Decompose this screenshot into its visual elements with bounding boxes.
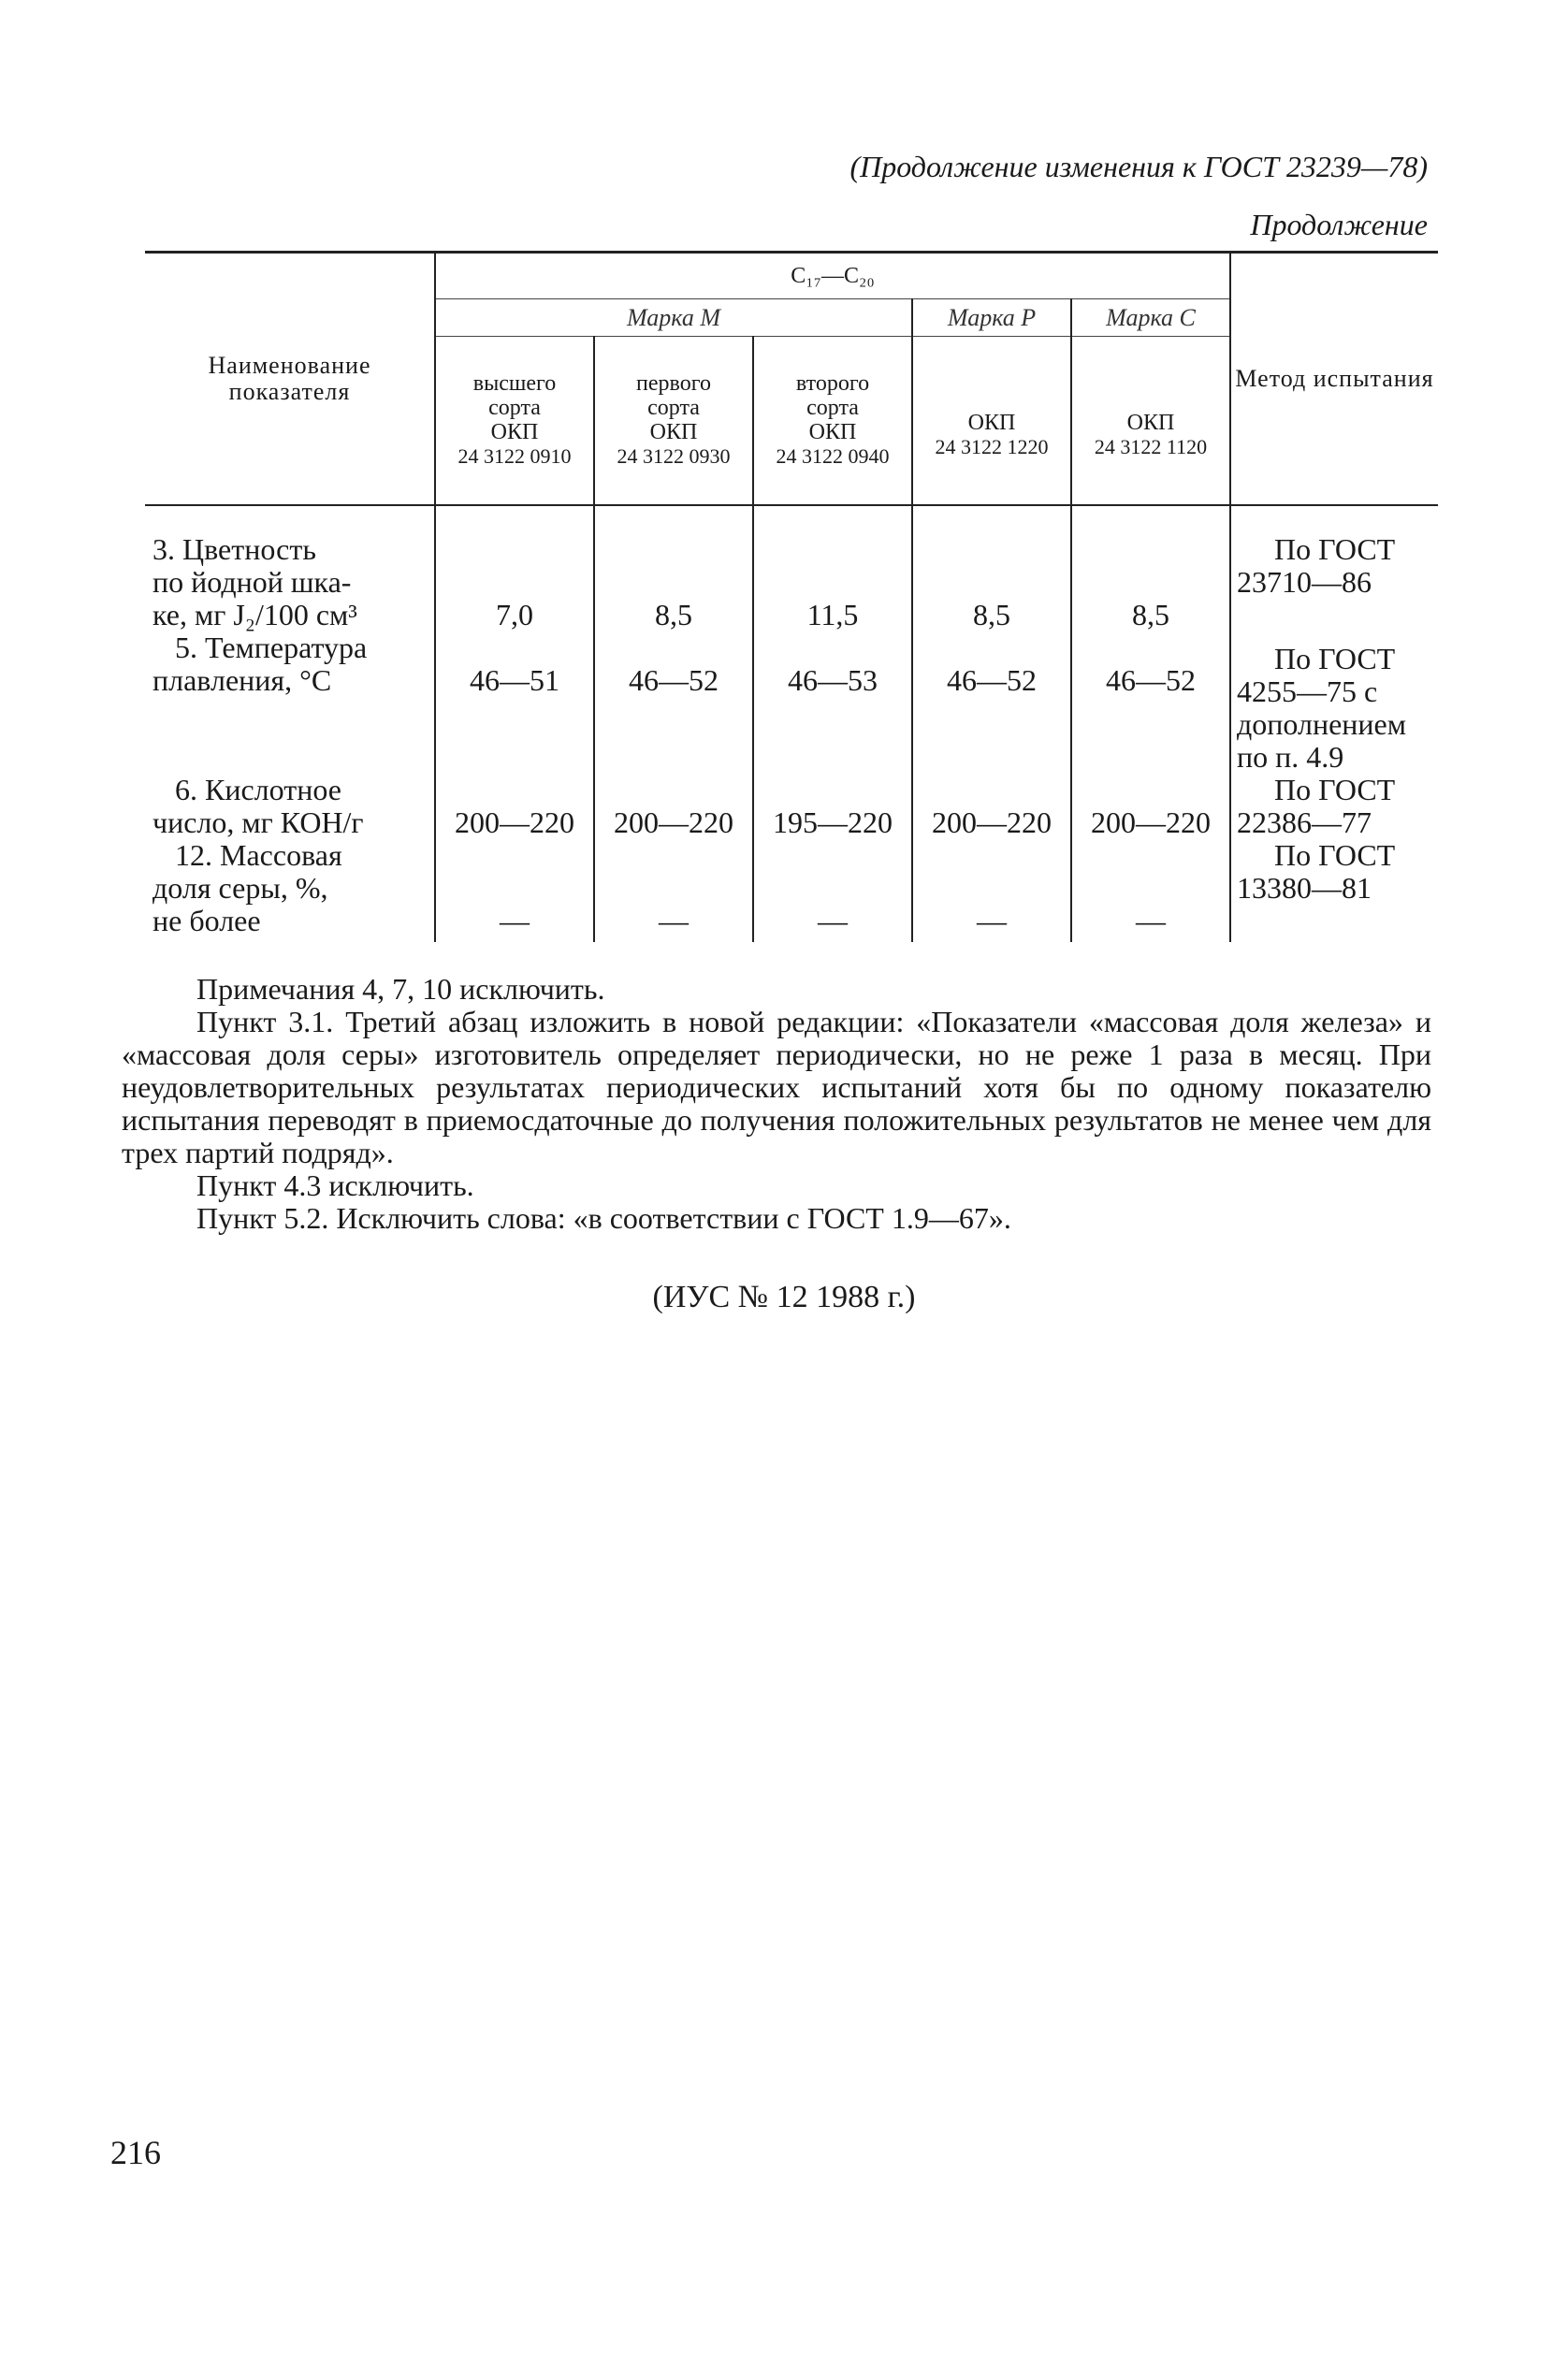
subcol-5 xyxy=(1071,337,1230,505)
subcol-okp: ОКП xyxy=(490,420,539,445)
table-cell: — xyxy=(435,839,594,942)
table-cell: 46—52 xyxy=(1071,631,1230,774)
ius-reference: (ИУС № 12 1988 г.) xyxy=(652,1280,916,1314)
method-text: 13380—81 xyxy=(1237,870,1372,905)
row-name: по йодной шка- xyxy=(152,564,352,599)
method-text: По ГОСТ xyxy=(1274,641,1396,675)
row-name: 5. Температура xyxy=(175,630,368,664)
notes-item: Пункт 5.2. Исключить слова: «в соответствии с ГОСТ 1.9—67». xyxy=(196,1201,1011,1235)
table-cell: — xyxy=(1071,839,1230,942)
method-text: дополнением xyxy=(1237,706,1406,741)
row-name: 3. Цветность xyxy=(152,531,316,566)
table-cell: 8,5 xyxy=(1071,522,1230,631)
subcol-okp: ОКП xyxy=(1126,410,1175,435)
subcol-code: 24 3122 0930 xyxy=(617,444,731,469)
param-header-cell xyxy=(145,253,435,505)
notes-section xyxy=(122,973,1431,1235)
subcol-3 xyxy=(753,337,912,505)
method-text: по п. 4.9 xyxy=(1237,739,1344,774)
subcol-sort: сорта xyxy=(647,396,700,421)
method-text: 22386—77 xyxy=(1237,805,1372,839)
subcol-code: 24 3122 1120 xyxy=(1094,434,1208,458)
table-cell: 200—220 xyxy=(912,774,1071,839)
table-cell: 200—220 xyxy=(435,774,594,839)
table-cell: 8,5 xyxy=(912,522,1071,631)
table-cell: 46—52 xyxy=(594,631,753,774)
table-cell: 8,5 xyxy=(594,522,753,631)
table-cell: — xyxy=(912,839,1071,942)
subcol-4 xyxy=(912,337,1071,505)
subcol-okp: ОКП xyxy=(808,420,857,445)
method-text: По ГОСТ xyxy=(1274,837,1396,872)
row-name: число, мг КОН/г xyxy=(152,805,364,839)
param-header: Наименование показателя xyxy=(208,351,371,405)
continuation-label: Продолжение xyxy=(1250,208,1428,241)
table-cell: 11,5 xyxy=(753,522,912,631)
method-text: По ГОСТ xyxy=(1274,531,1396,566)
subcol-code: 24 3122 0910 xyxy=(457,444,572,469)
brand-s-header: Марка С xyxy=(1071,299,1230,337)
row-name: 6. Кислотное xyxy=(175,772,341,806)
row-name: не более xyxy=(152,903,261,937)
document-title: (Продолжение изменения к ГОСТ 23239—78) xyxy=(849,150,1428,183)
table-cell: — xyxy=(753,839,912,942)
table-cell: 200—220 xyxy=(1071,774,1230,839)
table-cell: — xyxy=(594,839,753,942)
table-cell: 46—53 xyxy=(753,631,912,774)
brand-m-header: Марка М xyxy=(435,299,912,337)
subcol-code: 24 3122 1220 xyxy=(935,434,1049,458)
subcol-grade: первого xyxy=(636,371,711,397)
row-name: плавления, °С xyxy=(152,662,332,697)
subcol-grade: высшего xyxy=(472,371,557,397)
row-name: доля серы, %, xyxy=(152,870,328,905)
group-header: С₁₇—С₂₀ xyxy=(435,253,1230,299)
page-number: 216 xyxy=(110,2134,161,2171)
brand-p-header: Марка Р xyxy=(912,299,1071,337)
method-text: 23710—86 xyxy=(1237,564,1372,599)
table-row xyxy=(145,631,1438,774)
table-cell: 7,0 xyxy=(435,522,594,631)
table-cell: 46—51 xyxy=(435,631,594,774)
table-cell: 195—220 xyxy=(753,774,912,839)
table-row xyxy=(145,774,1438,839)
subcol-sort: сорта xyxy=(488,396,541,421)
subcol-code: 24 3122 0940 xyxy=(776,444,890,469)
table-cell: 200—220 xyxy=(594,774,753,839)
subcol-1 xyxy=(435,337,594,505)
specification-table xyxy=(145,251,1438,942)
method-text: 4255—75 с xyxy=(1237,674,1378,708)
row-name: 12. Массовая xyxy=(175,837,342,872)
method-text: По ГОСТ xyxy=(1274,772,1396,806)
subcol-2 xyxy=(594,337,753,505)
notes-exclusion: Примечания 4, 7, 10 исключить. xyxy=(196,972,605,1006)
table-cell: 46—52 xyxy=(912,631,1071,774)
notes-item: Пункт 4.3 исключить. xyxy=(196,1168,474,1202)
subcol-grade: второго xyxy=(795,371,870,397)
method-header-cell xyxy=(1230,253,1438,505)
method-header: Метод испытания xyxy=(1235,364,1434,392)
table-row xyxy=(145,839,1438,942)
table-row xyxy=(145,522,1438,631)
subcol-okp: ОКП xyxy=(649,420,698,445)
notes-paragraph: Пункт 3.1. Третий абзац изложить в новой редакции: «Показатели «массовая доля железа» и «массовая доля серы» изготовитель определяет периодически, но не реже 1 раза в месяц. При неудовлетворительных результатах периодических испытаний хотя бы по одному показателю испытания переводят в приемосдаточные до получения положительных результатов не менее чем для трех партий подряд». xyxy=(122,1005,1431,1169)
subcol-okp: ОКП xyxy=(967,410,1016,435)
subcol-sort: сорта xyxy=(806,396,859,421)
row-name: ке, мг J₂/100 см³ xyxy=(152,597,357,631)
